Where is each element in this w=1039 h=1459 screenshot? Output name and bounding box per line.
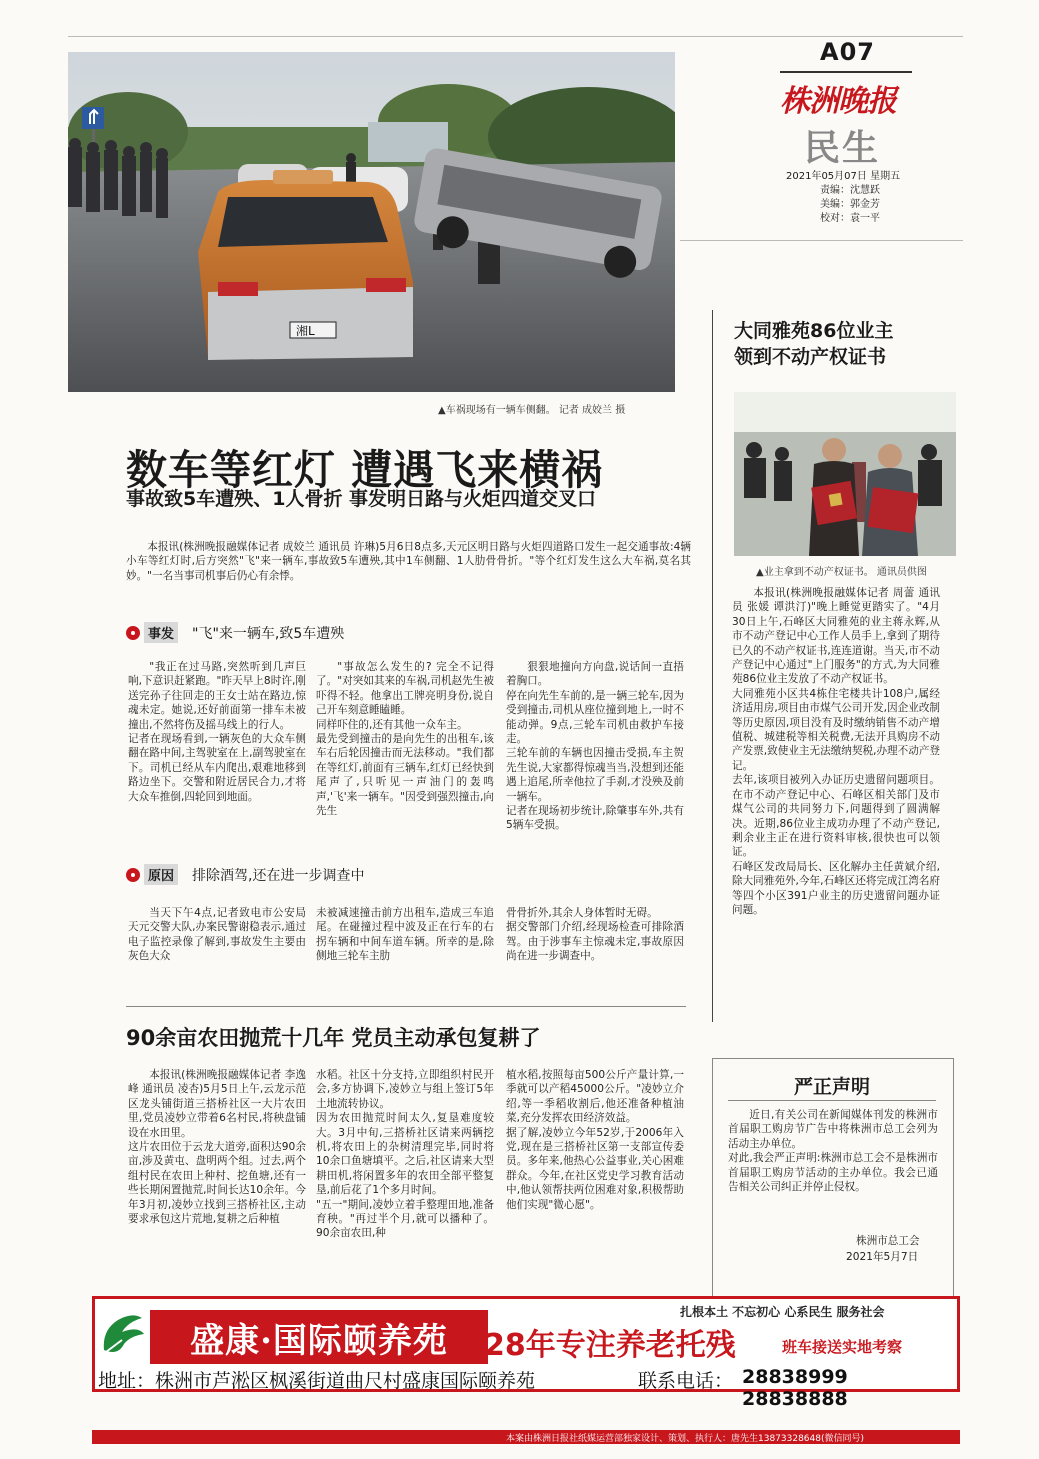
accident-photo-caption: ▲车祸现场有一辆车侧翻。 记者 成姣兰 摄 bbox=[438, 405, 626, 416]
masthead-logo: 株洲晚报 bbox=[780, 84, 896, 119]
designer-credit: 美编：郭金芳 bbox=[820, 199, 880, 210]
section-event-col3: 狠狠地撞向方向盘,说话间一直捂着胸口。 停在向先生车前的,是一辆三轮车,因为受到撞击,司机从座位撞到地上,一时不能动弹。9点,三轮车司机由救护车接走。 三轮车前的车辆也因撞击受损,车主贺先生说,大家都得惊魂当当,没想到还能遇上追尾,所幸他拉了手刹,才没殃及前一辆车。 记者在现场初步统计,除肇事车外,共有5辆车受损。 bbox=[506, 661, 684, 832]
section-event-col1: "我正在过马路,突然听到几声巨响,下意识赶紧跑。"昨天早上8时许,刚送完孙子往回走的王女士站在路边,惊魂未定。她说,还好前面第一排车未被撞出,不然将伤及摇马线上的行人。 记者在现场看到,一辆灰色的大众车侧翻在路中间,主驾驶室在上,副驾驶室在下。司机已经从车内爬出,艰难地移到路边坐下。交警和附近居民合力,才将大众车推倒,四轮回到地面。 bbox=[128, 661, 306, 803]
section-cause-label bbox=[126, 864, 364, 885]
ad-subslogan: 班车接送实地考察 bbox=[782, 1338, 903, 1356]
right-story-body: 本报讯(株洲晚报融媒体记者 周蕾 通讯员 张媛 谭洪汀)"晚上睡觉更踏实了。"4月30日上午,石峰区大同雅苑的业主蒋永辉,从市不动产登记中心工作人员手上,拿到了期待已久的不动产权证书,连连道谢。当天,市不动产登记中心通过"上门服务"的方式,为大同雅苑86位业主发放了不动产权证书。 大同雅苑小区共4栋住宅楼共计108户,属经济适用房,项目由市煤气公司开发,因企业改制等历史原因,项目没有及时缴纳销售不动产增值税、城建税等相关税费,无法开具购房不动产发票,致使业主无法缴纳契税,办理不动产登记。 去年,该项目被列入办证历史遗留问题项目。在市不动产登记中心、石峰区相关部门及市煤气公司的共同努力下,问题得到了圆满解决。近期,86位业主成功办理了不动产登记,剩余业主正在进行资料审核,很快也可以领证。 石峰区发改局局长、区化解办主任黄斌介绍,除大同雅苑外,今年,石峰区还将完成江湾名府等四个小区391户业主的历史遗留问题办证问题。 bbox=[732, 587, 941, 916]
farmland-headline: 90余亩农田抛荒十几年 党员主动承包复耕了 bbox=[126, 1026, 541, 1050]
advertisement-banner bbox=[92, 1296, 960, 1444]
ad-slogan: 28年专注养老托残 bbox=[484, 1328, 736, 1363]
license-plate-text: 湘L bbox=[296, 324, 315, 338]
right-headline bbox=[734, 318, 893, 370]
section-bullet-icon bbox=[126, 868, 140, 882]
column-divider bbox=[712, 310, 713, 1022]
section-event-title: "飞"来一辆车,致5车遭殃 bbox=[192, 625, 345, 642]
page-number-rule bbox=[780, 71, 912, 73]
section-cause-col2: 未被减速撞击前方出租车,造成三车追尾。在碰撞过程中波及正在行车的右拐车辆和中间车道车辆。所幸的是,除侧地三轮车主肋 bbox=[316, 907, 494, 963]
main-lead: 本报讯(株洲晚报融媒体记者 成姣兰 通讯员 许琳)5月6日8点多,天元区明日路与火炬四道路口发生一起交通事故:4辆小车等红灯时,后方突然"飞"来一辆车,事故致5车遭殃,其中1车侧翻、1人肋骨骨折。"等个红灯发生这么大车祸,莫名其妙。"一名当事司机事后仍心有余悸。 bbox=[126, 541, 691, 582]
top-rule bbox=[68, 36, 963, 37]
section-cause-tag: 原因 bbox=[144, 864, 178, 885]
certificate-photo-caption: ▲业主拿到不动产权证书。 通讯员供图 bbox=[756, 567, 927, 578]
right-headline-line1: 大同雅苑86位业主 bbox=[734, 320, 894, 342]
section-event-col2: "事故怎么发生的? 完全不记得了。"对突如其来的车祸,司机赵先生被吓得不轻。他拿出工牌亮明身份,说自己开车刻意睡瞌睡。 同样吓住的,还有其他一众车主。 最先受到撞击的是向先生的出租车,该车右后轮因撞击而无法移动。"我们都在等红灯,前面有三辆车,红灯已经快到尾声了,只听见一声油门的轰鸣声,'飞'来一辆车。"因受到强烈撞击,向先生 bbox=[316, 661, 494, 818]
notice-title-rule bbox=[728, 1100, 936, 1101]
ad-tagline: 扎根本土 不忘初心 心系民生 服务社会 bbox=[680, 1305, 885, 1319]
accident-photo-illustration bbox=[68, 52, 675, 392]
certificate-photo bbox=[734, 392, 956, 556]
proofreader-credit: 校对：袁一平 bbox=[820, 213, 880, 224]
notice-title: 严正声明 bbox=[793, 1076, 870, 1098]
section-cause-title: 排除酒驾,还在进一步调查中 bbox=[192, 867, 365, 884]
main-subhead: 事故致5车遭殃、1人骨折 事发明日路与火炬四道交叉口 bbox=[126, 488, 597, 510]
accident-photo bbox=[68, 52, 675, 392]
section-event-label bbox=[126, 622, 344, 643]
farmland-col1: 本报讯(株洲晚报融媒体记者 李逸峰 通讯员 凌杏)5月5日上午,云龙示范区龙头铺街道三搭桥社区一大片农田里,党员凌妙立带着6名村民,将秧盘铺设在水田里。 这片农田位于云龙大道旁,面积达90余亩,涉及黄屯、盘明两个组。过去,两个组村民在农田上种村、挖鱼塘,还有一些长期闲置抛荒,时间长达10余年。今年3月初,凌妙立找到三搭桥社区,主动要求承包这片荒地,复耕之后种植 bbox=[128, 1069, 306, 1226]
story-divider bbox=[126, 1006, 686, 1007]
farmland-col3: 植水稻,按照每亩500公斤产量计算,一季就可以产稻45000公斤。"凌妙立介绍,等一季稻收割后,他还准备种植油菜,充分发挥农田经济效益。 据了解,凌妙立今年52岁,于2006年入党,现在是三搭桥社区第一支部宣传委员。多年来,他热心公益事业,关心困难群众。今年,在社区党史学习教育活动中,他认领帮扶两位困难对象,积极帮助他们实现"微心愿"。 bbox=[506, 1069, 684, 1211]
section-cause-col3: 骨骨折外,其余人身体暂时无碍。 据交警部门介绍,经现场检查可排除酒驾。由于涉事车主惊魂未定,事故原因尚在进一步调查中。 bbox=[506, 907, 684, 963]
certificate-photo-illustration bbox=[734, 392, 956, 556]
section-cause-col1: 当天下午4点,记者致电市公安局天元交警大队,办案民警谢稳表示,通过电子监控录像了解到,事故发生主要由灰色大众 bbox=[128, 907, 306, 963]
ad-address: 地址：株洲市芦淞区枫溪街道曲尺村盛康国际颐养苑 bbox=[98, 1370, 536, 1392]
ad-footer-text: 本案由株洲日报社纸媒运营部独家设计、策划、执行人：唐先生13873328648(微信同号) bbox=[506, 1434, 865, 1444]
ad-phone-label: 联系电话： bbox=[638, 1370, 734, 1392]
section-title: 民生 bbox=[804, 128, 881, 169]
section-bullet-icon bbox=[126, 626, 140, 640]
hand-leaf-logo-icon bbox=[98, 1310, 148, 1364]
header-bottom-rule bbox=[680, 240, 963, 241]
editor-credit: 责编：沈慧跃 bbox=[820, 185, 880, 196]
farmland-col2: 水稻。社区十分支持,立即组织村民开会,多方协调下,凌妙立与组上签订5年土地流转协议。 因为农田抛荒时间太久,复垦难度较大。3月中旬,三搭桥社区请来两辆挖机,将农田上的杂树清理完毕,同时将10余口鱼塘填平。之后,社区请来大型耕田机,将闲置多年的农田全部平整复垦,前后花了1个多月时间。 "五一"期间,凌妙立着手整理田地,准备育秧。"再过半个月,就可以播种了。90余亩农田,种 bbox=[316, 1069, 494, 1240]
main-headline: 数车等红灯 遭遇飞来横祸 bbox=[126, 446, 604, 494]
notice-signature: 株洲市总工会 bbox=[856, 1235, 920, 1247]
date-line: 2021年05月07日 星期五 bbox=[786, 171, 901, 182]
ad-brand: 盛康·国际颐养苑 bbox=[150, 1310, 488, 1364]
ad-phone: 28838999 28838888 bbox=[742, 1366, 848, 1410]
right-headline-line2: 领到不动产权证书 bbox=[734, 346, 887, 368]
notice-body: 近日,有关公司在新闻媒体刊发的株洲市首届职工购房节广告中将株洲市总工会列为活动主办单位。 对此,我会严正声明:株洲市总工会不是株洲市首届职工购房节活动的主办单位。我会已通告相关公司纠正并停止侵权。 bbox=[728, 1109, 938, 1194]
notice-date: 2021年5月7日 bbox=[846, 1251, 919, 1263]
section-event-tag: 事发 bbox=[144, 622, 178, 643]
page-number: A07 bbox=[820, 38, 875, 66]
